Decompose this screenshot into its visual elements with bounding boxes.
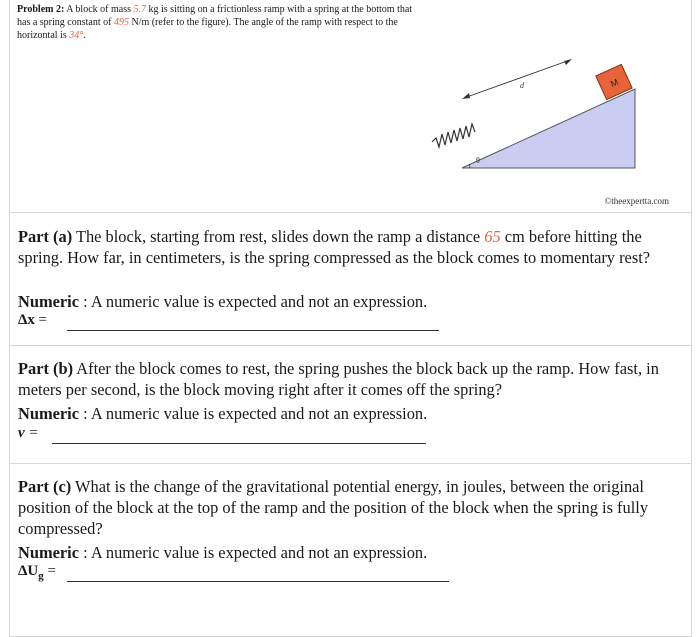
problem-header xyxy=(10,0,691,212)
copyright-credit: ©theexpertta.com xyxy=(604,196,669,206)
part-c-answer-label: $\Delta U_g$ = xyxy=(18,563,56,582)
angle-value: 34° xyxy=(69,30,84,41)
part-c-question: Part (c) What is the change of the gravitational potential energy, in joules, between the original position of the block at the top of the ramp and the position of the block when the spring is fully compressed? xyxy=(18,477,649,538)
part-b-question: Part (b) After the block comes to rest, the spring pushes the block back up the ramp. How fast, in meters per second, is the block moving right after it comes off the spring? xyxy=(18,359,659,399)
part-b xyxy=(10,345,691,464)
distance-label: d xyxy=(520,81,524,90)
part-b-numeric-note: Numeric : A numeric value is expected and not an expression. xyxy=(18,404,428,423)
problem-label: Problem 2: xyxy=(17,4,65,15)
part-a-answer-label: Δx = xyxy=(18,312,48,328)
distance-arrow xyxy=(464,60,570,98)
part-a-answer-field[interactable] xyxy=(67,330,439,331)
part-a-question: Part (a) The block, starting from rest, slides down the ramp a distance 65 cm before hitting the spring. How far, in centimeters, is the spring compressed as the block comes to momentary rest? xyxy=(18,227,651,267)
part-c-numeric-note: Numeric : A numeric value is expected and not an expression. xyxy=(18,543,428,562)
part-c-answer-field[interactable] xyxy=(67,581,449,582)
part-b-answer-label: v = xyxy=(18,425,39,441)
distance-value: 65 xyxy=(484,227,501,246)
spring-constant-value: 495 xyxy=(113,17,129,28)
problem-statement: Problem 2: A block of mass 5.7 kg is sitting on a frictionless ramp with a spring at the bottom that has a spring constant of 495 N/m (refer to the figure). The angle of the ramp with respect to the horizontal is 34°. xyxy=(17,4,413,41)
mass-value: 5.7 xyxy=(133,4,146,15)
block-label: M xyxy=(608,76,620,90)
part-b-answer-field[interactable] xyxy=(52,443,426,444)
part-a xyxy=(10,212,691,332)
part-a-numeric-note: Numeric : A numeric value is expected and not an expression. xyxy=(18,292,428,311)
problem-card xyxy=(9,0,692,637)
spring xyxy=(432,124,475,147)
ramp xyxy=(462,89,635,168)
angle-label: θ xyxy=(476,156,480,165)
arrowhead-end xyxy=(564,59,572,65)
arrowhead-start xyxy=(462,93,470,99)
ramp-figure xyxy=(420,52,660,170)
part-c xyxy=(10,463,691,637)
